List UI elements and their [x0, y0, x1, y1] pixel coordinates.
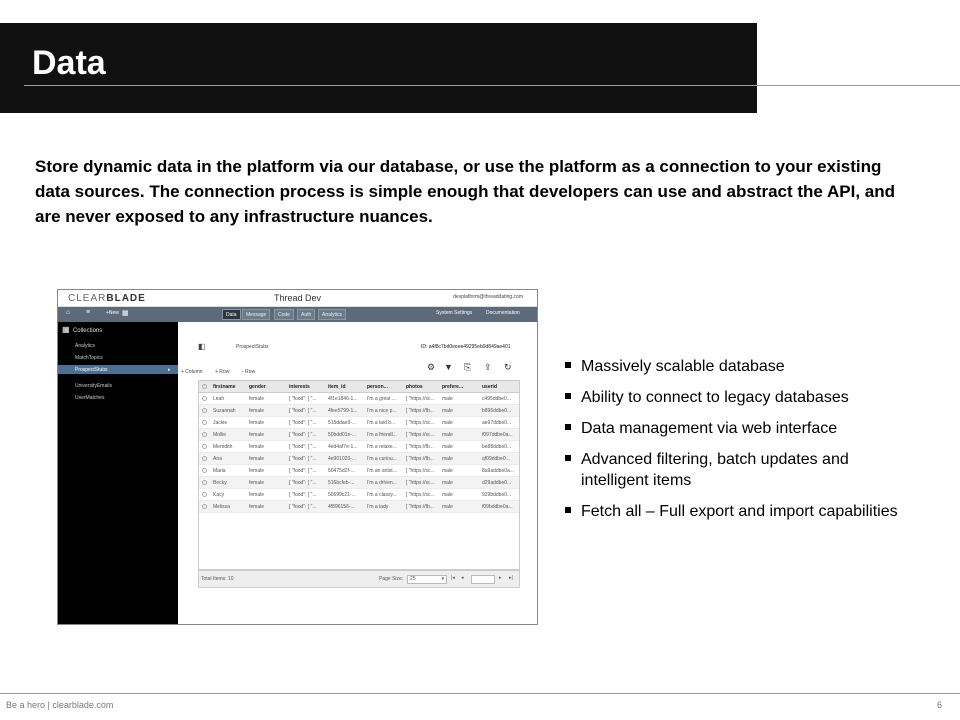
table-cell[interactable]: [ "food": [ "...: [289, 492, 317, 498]
grid-header-row: [199, 381, 519, 393]
table-cell[interactable]: [ "food": [ "...: [289, 432, 317, 438]
table-cell[interactable]: 4f896156-...: [328, 504, 355, 510]
table-cell[interactable]: I'm a relaxe...: [367, 444, 397, 450]
table-cell[interactable]: male: [442, 504, 453, 510]
column-header[interactable]: gender: [249, 384, 266, 390]
table-row[interactable]: [199, 417, 519, 429]
add-column-button[interactable]: + Column: [181, 369, 203, 375]
import-icon[interactable]: ⎘: [464, 362, 472, 372]
app-title: Thread Dev: [274, 293, 322, 303]
logo-prefix: CLEAR: [68, 293, 107, 304]
filter-icon[interactable]: ▼: [444, 362, 453, 372]
table-row[interactable]: [199, 465, 519, 477]
documentation-link[interactable]: Documentation: [486, 310, 520, 316]
bullet-square-icon: [565, 424, 571, 430]
page-size-label: Page Size:: [379, 576, 404, 582]
table-row[interactable]: [199, 477, 519, 489]
table-cell[interactable]: I'm a curiou...: [367, 456, 397, 462]
column-header[interactable]: prefere...: [442, 384, 464, 390]
system-settings-link[interactable]: System Settings: [436, 310, 473, 316]
table-cell[interactable]: female: [249, 480, 265, 486]
table-cell[interactable]: female: [249, 432, 265, 438]
table-cell[interactable]: 516bcfeb-...: [328, 480, 355, 486]
table-cell[interactable]: [ "food": [ "...: [289, 504, 317, 510]
table-cell[interactable]: female: [249, 504, 265, 510]
new-button[interactable]: +New: [106, 310, 119, 316]
table-cell[interactable]: [ "https://sc...: [406, 420, 435, 426]
grid-footer: [198, 570, 520, 588]
column-header[interactable]: userid: [482, 384, 498, 390]
table-row[interactable]: [199, 441, 519, 453]
table-cell[interactable]: [ "https://sc...: [406, 432, 435, 438]
table-cell[interactable]: I'm a great ...: [367, 396, 397, 402]
footer-tagline: Be a hero | clearblade.com: [6, 700, 114, 710]
table-cell[interactable]: 50bdd01e-...: [328, 432, 357, 438]
collections-icon: ▦: [62, 325, 70, 334]
table-cell[interactable]: c495ddbe0...: [482, 396, 511, 402]
prev-page-icon[interactable]: ◂: [461, 575, 464, 581]
table-cell[interactable]: male: [442, 396, 453, 402]
gear-icon[interactable]: ⚙: [427, 362, 436, 372]
chevron-right-icon: ▸: [168, 367, 171, 373]
sidebar-item-analytics[interactable]: Analytics: [75, 343, 96, 349]
table-cell[interactable]: [ "food": [ "...: [289, 468, 317, 474]
table-cell[interactable]: af09ddbe0...: [482, 456, 510, 462]
export-icon[interactable]: ⇪: [484, 362, 492, 372]
row-checkbox[interactable]: [202, 432, 207, 437]
chevron-down-icon: ▾: [441, 576, 444, 582]
table-cell[interactable]: Suzannah: [213, 408, 236, 414]
table-cell[interactable]: female: [249, 492, 265, 498]
row-checkbox[interactable]: [202, 396, 207, 401]
table-cell[interactable]: female: [249, 468, 265, 474]
table-cell[interactable]: ae97ddbe0...: [482, 420, 512, 426]
page-size-select[interactable]: [407, 575, 447, 584]
table-cell[interactable]: 50475d2f-...: [328, 468, 355, 474]
table-cell[interactable]: Maria: [213, 468, 226, 474]
slide-title: Data: [32, 44, 106, 82]
table-cell[interactable]: Becky: [213, 480, 227, 486]
table-cell[interactable]: 4fee5799-1...: [328, 408, 358, 414]
table-cell[interactable]: f09bddbe0a...: [482, 504, 513, 510]
total-items: Total Items: 10: [201, 576, 234, 582]
add-row-button[interactable]: + Row: [215, 369, 230, 375]
remove-row-button[interactable]: - Row: [242, 369, 256, 375]
table-cell[interactable]: [ "https://fb...: [406, 456, 434, 462]
tab-message[interactable]: Message: [242, 309, 270, 320]
table-cell[interactable]: 4ed4af7e-1...: [328, 444, 358, 450]
sidebar-item-matchtopics[interactable]: MatchTopics: [75, 355, 103, 361]
table-row[interactable]: [199, 429, 519, 441]
app-header: [58, 290, 537, 307]
table-cell[interactable]: female: [249, 408, 265, 414]
next-page-icon[interactable]: ▸: [499, 575, 502, 581]
table-cell[interactable]: I'm an artist...: [367, 468, 397, 474]
bullet-item: [565, 501, 905, 522]
table-row[interactable]: [199, 489, 519, 501]
table-cell[interactable]: [ "https://fb...: [406, 504, 434, 510]
bullet-square-icon: [565, 393, 571, 399]
table-cell[interactable]: d29addbe0...: [482, 480, 512, 486]
table-row[interactable]: [199, 453, 519, 465]
table-cell[interactable]: female: [249, 444, 265, 450]
collection-panel: [178, 322, 538, 625]
table-cell[interactable]: I'm a friendl...: [367, 432, 397, 438]
row-checkbox[interactable]: [202, 444, 207, 449]
row-checkbox[interactable]: [202, 480, 207, 485]
table-cell[interactable]: [ "https://fb...: [406, 408, 434, 414]
column-header[interactable]: person...: [367, 384, 388, 390]
table-cell[interactable]: male: [442, 492, 453, 498]
tab-data[interactable]: Data: [222, 309, 241, 320]
tab-analytics[interactable]: Analytics: [318, 309, 346, 320]
table-cell[interactable]: I'm a laid b...: [367, 420, 396, 426]
table-cell[interactable]: [ "https://fb...: [406, 444, 434, 450]
collection-id: ID: a4f8c7bd0eeee49295eb9d849ae401: [421, 344, 511, 350]
table-cell[interactable]: I'm a lady: [367, 504, 389, 510]
table-cell[interactable]: Ana: [213, 456, 222, 462]
user-email[interactable]: devplatform@threaddating.com: [453, 294, 523, 300]
table-cell[interactable]: 515ddae9-...: [328, 420, 357, 426]
column-header[interactable]: photos: [406, 384, 423, 390]
table-cell[interactable]: male: [442, 408, 453, 414]
table-cell[interactable]: female: [249, 420, 265, 426]
table-cell[interactable]: [ "food": [ "...: [289, 480, 317, 486]
table-cell[interactable]: [ "https://sc...: [406, 468, 435, 474]
refresh-icon[interactable]: ↻: [504, 362, 512, 372]
bullet-item: [565, 356, 905, 377]
bullet-square-icon: [565, 455, 571, 461]
bullet-square-icon: [565, 507, 571, 513]
table-cell[interactable]: female: [249, 456, 265, 462]
column-header[interactable]: item_id: [328, 384, 346, 390]
table-cell[interactable]: Leah: [213, 396, 225, 402]
table-cell[interactable]: [ "food": [ "...: [289, 420, 317, 426]
bullet-text: Data management via web interface: [581, 420, 838, 437]
bullet-item: [565, 449, 905, 491]
table-cell[interactable]: 929bddbe0...: [482, 492, 512, 498]
table-cell[interactable]: male: [442, 444, 453, 450]
clearblade-logo: [68, 293, 146, 304]
page-size-value: 25: [410, 576, 416, 582]
page-number-input[interactable]: [471, 575, 495, 584]
collection-name: ProspectStubs: [236, 344, 269, 350]
table-cell[interactable]: I'm a classy...: [367, 492, 397, 498]
sidebar-item-universityemails[interactable]: UniversityEmails: [75, 383, 112, 389]
table-cell[interactable]: [ "food": [ "...: [289, 408, 317, 414]
bullet-text: Advanced filtering, batch updates and intelligent items: [581, 451, 849, 489]
intro-paragraph: Store dynamic data in the platform via our database, or use the platform as a connection to your existing data sources. The connection process is simple enough that developers can use and abstract the API, and are never exposed to any infrastructure nuances.: [35, 157, 895, 226]
page-number: 6: [936, 700, 942, 710]
table-cell[interactable]: Mollie: [213, 432, 227, 438]
collections-sidebar: [58, 322, 178, 625]
table-cell[interactable]: be88ddbe0...: [482, 444, 512, 450]
table-cell[interactable]: I'm a driven...: [367, 480, 397, 486]
collections-header: [62, 325, 102, 334]
table-cell[interactable]: b896ddbe0...: [482, 408, 512, 414]
app-nav-bar: [58, 307, 537, 322]
row-checkbox[interactable]: [202, 492, 207, 497]
bullet-text: Fetch all – Full export and import capabilities: [581, 503, 898, 520]
app-screenshot: [57, 289, 538, 625]
table-cell[interactable]: [ "https://sc...: [406, 492, 435, 498]
menu-icon[interactable]: ≡: [86, 309, 91, 316]
table-cell[interactable]: Meredith: [213, 444, 233, 450]
title-divider: [24, 85, 960, 86]
table-cell[interactable]: I'm a nice p...: [367, 408, 397, 414]
table-row[interactable]: [199, 501, 519, 513]
footer-divider: [0, 693, 960, 694]
row-checkbox[interactable]: [202, 456, 207, 461]
tab-code[interactable]: Code: [274, 309, 294, 320]
sidebar-item-usermatches[interactable]: UserMatches: [75, 395, 105, 401]
table-cell[interactable]: male: [442, 420, 453, 426]
table-cell[interactable]: Kacy: [213, 492, 225, 498]
table-row[interactable]: [199, 405, 519, 417]
bullet-text: Massively scalable database: [581, 358, 785, 375]
tab-auth[interactable]: Auth: [297, 309, 315, 320]
panel-toggle-icon[interactable]: ◧: [198, 342, 206, 351]
table-cell[interactable]: 8a9addbe0a...: [482, 468, 514, 474]
table-cell[interactable]: f097ddbe0a...: [482, 432, 513, 438]
title-bar: [0, 23, 757, 113]
table-cell[interactable]: [ "food": [ "...: [289, 456, 317, 462]
first-page-icon[interactable]: |◂: [451, 575, 455, 581]
row-checkbox[interactable]: [202, 468, 207, 473]
table-cell[interactable]: [ "food": [ "...: [289, 396, 317, 402]
last-page-icon[interactable]: ▸|: [509, 575, 513, 581]
bullet-item: [565, 418, 905, 439]
table-cell[interactable]: Melissa: [213, 504, 230, 510]
table-cell[interactable]: 4e901020-...: [328, 456, 357, 462]
table-cell[interactable]: 50699c21-...: [328, 492, 356, 498]
column-header[interactable]: firstname: [213, 384, 236, 390]
row-checkbox[interactable]: [202, 420, 207, 425]
table-cell[interactable]: [ "https://sc...: [406, 396, 435, 402]
table-cell[interactable]: male: [442, 480, 453, 486]
select-all-checkbox[interactable]: [202, 384, 207, 389]
logo-suffix: BLADE: [106, 293, 146, 304]
table-cell[interactable]: [ "food": [ "...: [289, 444, 317, 450]
table-cell[interactable]: female: [249, 396, 265, 402]
bullet-text: Ability to connect to legacy databases: [581, 389, 849, 406]
data-grid: [198, 380, 520, 570]
table-cell[interactable]: [ "https://sc...: [406, 480, 435, 486]
sidebar-item-prospectstubs[interactable]: ProspectStubs: [75, 367, 108, 373]
column-header[interactable]: interests: [289, 384, 310, 390]
collections-header-label: Collections: [72, 328, 103, 334]
bullet-square-icon: [565, 362, 571, 368]
feature-bullets: [565, 356, 905, 532]
home-icon[interactable]: ⌂: [66, 309, 71, 316]
table-cell[interactable]: Jackie: [213, 420, 228, 426]
bullet-item: [565, 387, 905, 408]
table-cell[interactable]: male: [442, 456, 453, 462]
table-row[interactable]: [199, 393, 519, 405]
table-cell[interactable]: male: [442, 432, 453, 438]
row-checkbox[interactable]: [202, 408, 207, 413]
table-cell[interactable]: male: [442, 468, 453, 474]
table-cell[interactable]: 4f1e1846-1...: [328, 396, 358, 402]
grid-icon[interactable]: ▦: [122, 310, 129, 317]
row-checkbox[interactable]: [202, 504, 207, 509]
